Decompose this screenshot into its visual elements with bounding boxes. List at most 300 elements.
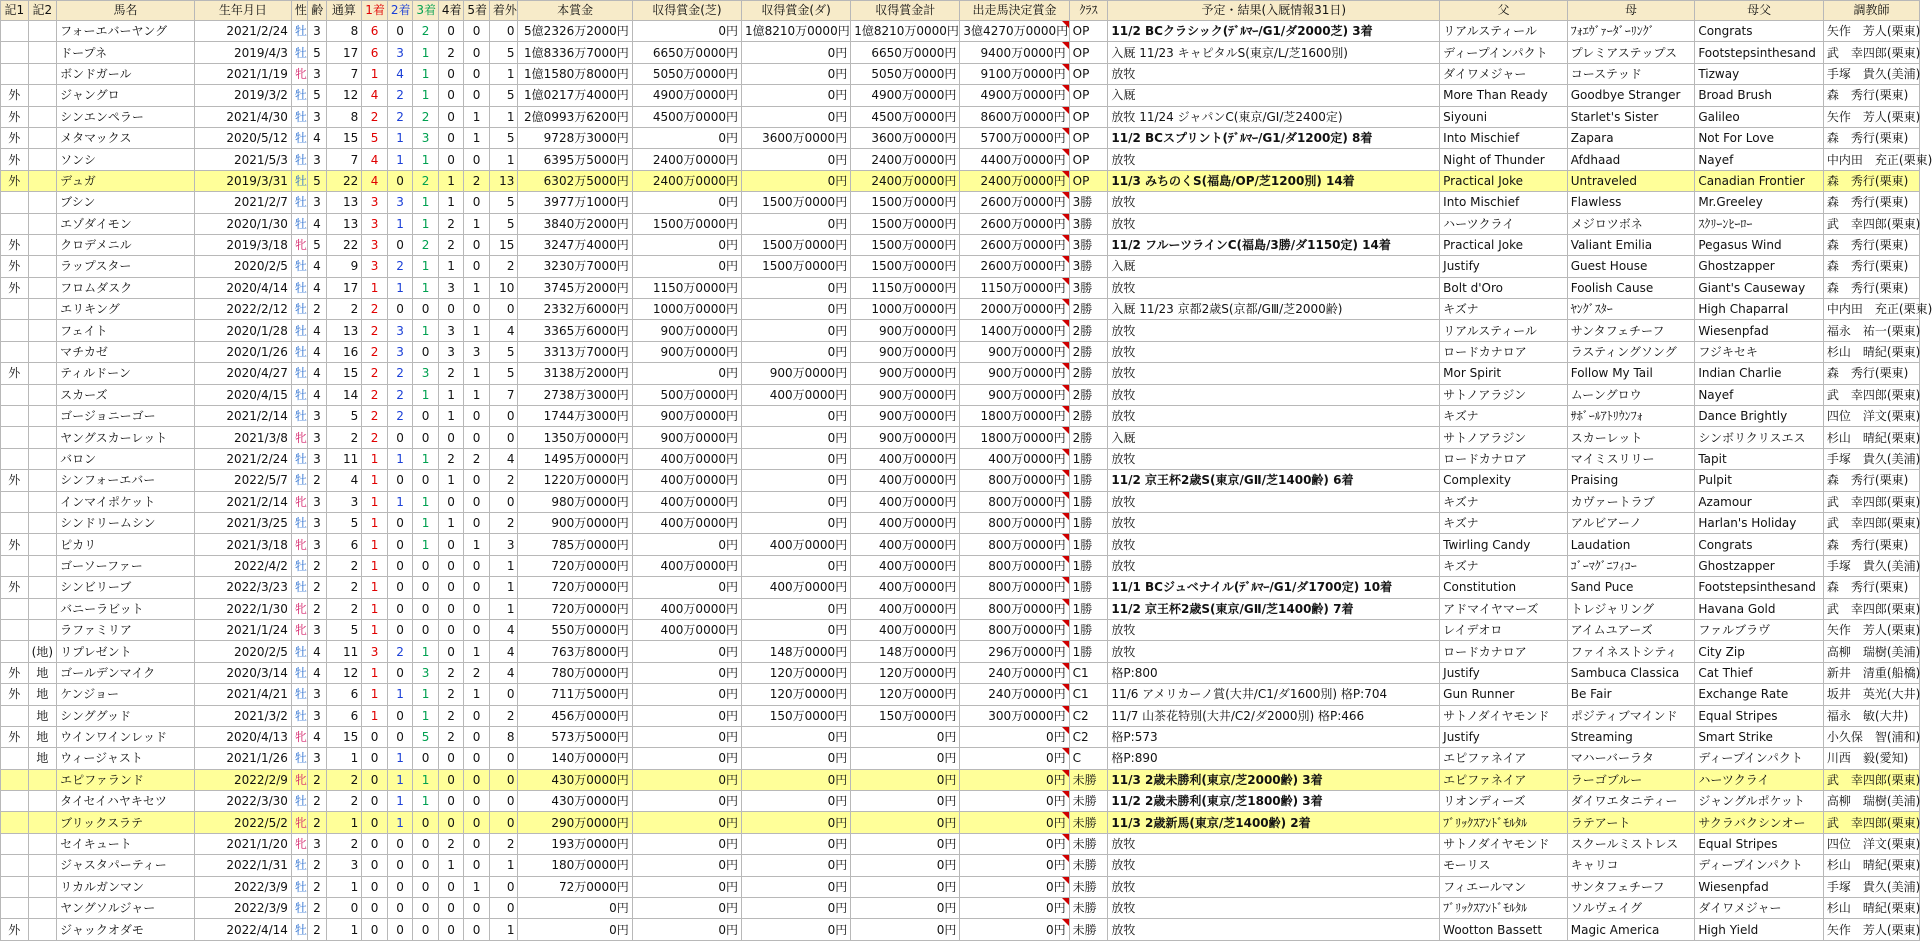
wins-5th-cell[interactable]: 1: [464, 277, 490, 298]
entry-money-cell[interactable]: 5700万0000円: [960, 127, 1069, 148]
mark2-cell[interactable]: [28, 555, 57, 576]
damsire-cell[interactable]: サクラバクシンオー: [1695, 812, 1824, 833]
turf-earnings-cell[interactable]: 400万0000円: [632, 512, 741, 533]
wins-5th-cell[interactable]: 0: [464, 470, 490, 491]
earnings-total-cell[interactable]: 400万0000円: [851, 470, 960, 491]
wins-5th-cell[interactable]: 0: [464, 555, 490, 576]
damsire-cell[interactable]: シンボリクリスエス: [1695, 427, 1824, 448]
wins-4th-cell[interactable]: 3: [438, 320, 464, 341]
wins-3rd-cell[interactable]: 0: [413, 427, 439, 448]
turf-earnings-cell[interactable]: 0円: [632, 812, 741, 833]
class-cell[interactable]: 3勝: [1069, 192, 1108, 213]
wins-1st-cell[interactable]: 0: [362, 812, 388, 833]
mark1-cell[interactable]: 外: [1, 534, 29, 555]
sire-cell[interactable]: Twirling Candy: [1440, 534, 1568, 555]
age-cell[interactable]: 2: [308, 470, 326, 491]
sex-cell[interactable]: 牡: [291, 192, 307, 213]
runs-cell[interactable]: 17: [326, 277, 362, 298]
class-cell[interactable]: 2勝: [1069, 299, 1108, 320]
wins-3rd-cell[interactable]: 1: [413, 213, 439, 234]
table-row[interactable]: [1, 63, 1920, 84]
out-of-place-cell[interactable]: 4: [489, 448, 518, 469]
damsire-cell[interactable]: Pegasus Wind: [1695, 234, 1824, 255]
trainer-cell[interactable]: 川西 毅(愛知): [1823, 748, 1919, 769]
birthdate-cell[interactable]: 2021/5/3: [194, 149, 291, 170]
wins-4th-cell[interactable]: 0: [438, 149, 464, 170]
wins-3rd-cell[interactable]: 0: [413, 341, 439, 362]
wins-1st-cell[interactable]: 2: [362, 320, 388, 341]
out-of-place-cell[interactable]: 2: [489, 256, 518, 277]
birthdate-cell[interactable]: 2021/2/24: [194, 448, 291, 469]
turf-earnings-cell[interactable]: 4900万0000円: [632, 85, 741, 106]
schedule-cell[interactable]: 11/2 BCクラシック(ﾃﾞﾙﾏｰ/G1/ダ2000芝) 3着: [1108, 21, 1440, 42]
wins-2nd-cell[interactable]: 1: [387, 448, 413, 469]
sire-cell[interactable]: Complexity: [1440, 470, 1568, 491]
wins-5th-cell[interactable]: 0: [464, 898, 490, 919]
mark2-cell[interactable]: [28, 42, 57, 63]
entry-money-cell[interactable]: 2600万0000円: [960, 234, 1069, 255]
wins-2nd-cell[interactable]: 0: [387, 299, 413, 320]
trainer-cell[interactable]: 森 秀行(栗東): [1823, 277, 1919, 298]
mark2-cell[interactable]: [28, 234, 57, 255]
dam-cell[interactable]: Afdhaad: [1567, 149, 1695, 170]
out-of-place-cell[interactable]: 5: [489, 85, 518, 106]
sire-cell[interactable]: キズナ: [1440, 406, 1568, 427]
sex-cell[interactable]: 牡: [291, 384, 307, 405]
wins-1st-cell[interactable]: 1: [362, 555, 388, 576]
birthdate-cell[interactable]: 2021/1/20: [194, 833, 291, 854]
prize-money-cell[interactable]: 430万0000円: [518, 769, 632, 790]
sire-cell[interactable]: キズナ: [1440, 512, 1568, 533]
out-of-place-cell[interactable]: 2: [489, 833, 518, 854]
wins-3rd-cell[interactable]: 1: [413, 491, 439, 512]
wins-4th-cell[interactable]: 0: [438, 577, 464, 598]
turf-earnings-cell[interactable]: 0円: [632, 919, 741, 940]
earnings-total-cell[interactable]: 400万0000円: [851, 534, 960, 555]
schedule-cell[interactable]: 放牧: [1108, 149, 1440, 170]
table-row[interactable]: [1, 684, 1920, 705]
out-of-place-cell[interactable]: 1: [489, 919, 518, 940]
entry-money-cell[interactable]: 1800万0000円: [960, 427, 1069, 448]
schedule-cell[interactable]: 11/2 フルーツラインC(福島/3勝/ダ1150定) 14着: [1108, 234, 1440, 255]
wins-3rd-cell[interactable]: 1: [413, 63, 439, 84]
turf-earnings-cell[interactable]: 400万0000円: [632, 448, 741, 469]
sex-cell[interactable]: 牝: [291, 812, 307, 833]
wins-2nd-cell[interactable]: 2: [387, 85, 413, 106]
entry-money-cell[interactable]: 0円: [960, 919, 1069, 940]
wins-3rd-cell[interactable]: 0: [413, 598, 439, 619]
wins-2nd-cell[interactable]: 3: [387, 42, 413, 63]
out-of-place-cell[interactable]: 0: [489, 812, 518, 833]
earnings-total-cell[interactable]: 1億8210万0000円: [851, 21, 960, 42]
turf-earnings-cell[interactable]: 900万0000円: [632, 406, 741, 427]
prize-money-cell[interactable]: 3138万2000円: [518, 363, 632, 384]
horse-name-cell[interactable]: リプレゼント: [57, 641, 195, 662]
wins-4th-cell[interactable]: 0: [438, 876, 464, 897]
entry-money-cell[interactable]: 300万0000円: [960, 705, 1069, 726]
earnings-total-cell[interactable]: 400万0000円: [851, 512, 960, 533]
entry-money-cell[interactable]: 9100万0000円: [960, 63, 1069, 84]
sire-cell[interactable]: Mor Spirit: [1440, 363, 1568, 384]
damsire-cell[interactable]: Not For Love: [1695, 127, 1824, 148]
sire-cell[interactable]: エピファネイア: [1440, 769, 1568, 790]
wins-3rd-cell[interactable]: 1: [413, 769, 439, 790]
earnings-total-cell[interactable]: 400万0000円: [851, 619, 960, 640]
mark1-cell[interactable]: 外: [1, 234, 29, 255]
schedule-cell[interactable]: 格P:890: [1108, 748, 1440, 769]
earnings-total-cell[interactable]: 0円: [851, 833, 960, 854]
entry-money-cell[interactable]: 900万0000円: [960, 363, 1069, 384]
damsire-cell[interactable]: Giant's Causeway: [1695, 277, 1824, 298]
schedule-cell[interactable]: 放牧: [1108, 213, 1440, 234]
wins-2nd-cell[interactable]: 4: [387, 63, 413, 84]
damsire-cell[interactable]: ジャングルポケット: [1695, 791, 1824, 812]
wins-1st-cell[interactable]: 2: [362, 299, 388, 320]
earnings-total-cell[interactable]: 0円: [851, 726, 960, 747]
column-header[interactable]: 母: [1567, 1, 1695, 21]
birthdate-cell[interactable]: 2021/3/18: [194, 534, 291, 555]
sire-cell[interactable]: アドマイヤマーズ: [1440, 598, 1568, 619]
turf-earnings-cell[interactable]: 0円: [632, 577, 741, 598]
mark1-cell[interactable]: [1, 427, 29, 448]
mark1-cell[interactable]: [1, 769, 29, 790]
wins-2nd-cell[interactable]: 1: [387, 127, 413, 148]
horse-name-cell[interactable]: ヤングソルジャー: [57, 898, 195, 919]
table-row[interactable]: [1, 213, 1920, 234]
dam-cell[interactable]: Be Fair: [1567, 684, 1695, 705]
dirt-earnings-cell[interactable]: 0円: [741, 85, 850, 106]
table-row[interactable]: [1, 641, 1920, 662]
schedule-cell[interactable]: 入厩 11/23 京都2歳S(京都/GⅢ/芝2000齢): [1108, 299, 1440, 320]
table-row[interactable]: [1, 598, 1920, 619]
horse-name-cell[interactable]: メタマックス: [57, 127, 195, 148]
wins-3rd-cell[interactable]: 0: [413, 876, 439, 897]
damsire-cell[interactable]: Exchange Rate: [1695, 684, 1824, 705]
wins-2nd-cell[interactable]: 3: [387, 320, 413, 341]
damsire-cell[interactable]: ダイワメジャー: [1695, 898, 1824, 919]
damsire-cell[interactable]: Congrats: [1695, 534, 1824, 555]
table-row[interactable]: [1, 791, 1920, 812]
mark2-cell[interactable]: 地: [28, 726, 57, 747]
wins-2nd-cell[interactable]: 2: [387, 406, 413, 427]
dam-cell[interactable]: Untraveled: [1567, 170, 1695, 191]
birthdate-cell[interactable]: 2022/3/9: [194, 898, 291, 919]
dam-cell[interactable]: ポジティブマインド: [1567, 705, 1695, 726]
prize-money-cell[interactable]: 1220万0000円: [518, 470, 632, 491]
entry-money-cell[interactable]: 800万0000円: [960, 470, 1069, 491]
schedule-cell[interactable]: 11/2 2歳未勝利(東京/芝1800齢) 3着: [1108, 791, 1440, 812]
horse-name-cell[interactable]: ウィージャスト: [57, 748, 195, 769]
birthdate-cell[interactable]: 2019/3/2: [194, 85, 291, 106]
birthdate-cell[interactable]: 2022/3/9: [194, 876, 291, 897]
prize-money-cell[interactable]: 180万0000円: [518, 855, 632, 876]
runs-cell[interactable]: 15: [326, 726, 362, 747]
turf-earnings-cell[interactable]: 900万0000円: [632, 320, 741, 341]
birthdate-cell[interactable]: 2020/1/26: [194, 341, 291, 362]
horse-name-cell[interactable]: ケンジョー: [57, 684, 195, 705]
wins-1st-cell[interactable]: 1: [362, 662, 388, 683]
wins-1st-cell[interactable]: 1: [362, 512, 388, 533]
wins-1st-cell[interactable]: 1: [362, 470, 388, 491]
dam-cell[interactable]: Magic America: [1567, 919, 1695, 940]
wins-3rd-cell[interactable]: 0: [413, 812, 439, 833]
wins-3rd-cell[interactable]: 0: [413, 406, 439, 427]
turf-earnings-cell[interactable]: 6650万0000円: [632, 42, 741, 63]
mark2-cell[interactable]: [28, 277, 57, 298]
horse-name-cell[interactable]: ドープネ: [57, 42, 195, 63]
age-cell[interactable]: 5: [308, 42, 326, 63]
earnings-total-cell[interactable]: 148万0000円: [851, 641, 960, 662]
prize-money-cell[interactable]: 456万0000円: [518, 705, 632, 726]
class-cell[interactable]: 未勝: [1069, 812, 1108, 833]
table-row[interactable]: [1, 577, 1920, 598]
horse-name-cell[interactable]: ラップスター: [57, 256, 195, 277]
birthdate-cell[interactable]: 2020/4/15: [194, 384, 291, 405]
horse-name-cell[interactable]: シンフォーエバー: [57, 470, 195, 491]
sex-cell[interactable]: 牡: [291, 363, 307, 384]
dirt-earnings-cell[interactable]: 0円: [741, 448, 850, 469]
sex-cell[interactable]: 牡: [291, 791, 307, 812]
entry-money-cell[interactable]: 800万0000円: [960, 491, 1069, 512]
runs-cell[interactable]: 3: [326, 491, 362, 512]
runs-cell[interactable]: 9: [326, 256, 362, 277]
sex-cell[interactable]: 牡: [291, 170, 307, 191]
column-header[interactable]: 2着: [387, 1, 413, 21]
turf-earnings-cell[interactable]: 2400万0000円: [632, 149, 741, 170]
horse-name-cell[interactable]: ヤングスカーレット: [57, 427, 195, 448]
dirt-earnings-cell[interactable]: 1500万0000円: [741, 234, 850, 255]
table-row[interactable]: [1, 406, 1920, 427]
wins-4th-cell[interactable]: 0: [438, 63, 464, 84]
runs-cell[interactable]: 11: [326, 448, 362, 469]
mark1-cell[interactable]: [1, 748, 29, 769]
wins-5th-cell[interactable]: 1: [464, 127, 490, 148]
wins-4th-cell[interactable]: 1: [438, 512, 464, 533]
entry-money-cell[interactable]: 800万0000円: [960, 512, 1069, 533]
wins-4th-cell[interactable]: 1: [438, 406, 464, 427]
age-cell[interactable]: 2: [308, 577, 326, 598]
damsire-cell[interactable]: Canadian Frontier: [1695, 170, 1824, 191]
runs-cell[interactable]: 7: [326, 63, 362, 84]
dam-cell[interactable]: Guest House: [1567, 256, 1695, 277]
mark2-cell[interactable]: [28, 876, 57, 897]
sire-cell[interactable]: More Than Ready: [1440, 85, 1568, 106]
mark2-cell[interactable]: [28, 791, 57, 812]
dam-cell[interactable]: コーステッド: [1567, 63, 1695, 84]
table-row[interactable]: [1, 170, 1920, 191]
turf-earnings-cell[interactable]: 0円: [632, 363, 741, 384]
trainer-cell[interactable]: 小久保 智(浦和): [1823, 726, 1919, 747]
trainer-cell[interactable]: 森 秀行(栗東): [1823, 534, 1919, 555]
column-header[interactable]: 父: [1440, 1, 1568, 21]
sire-cell[interactable]: Bolt d'Oro: [1440, 277, 1568, 298]
class-cell[interactable]: 2勝: [1069, 320, 1108, 341]
damsire-cell[interactable]: ディープインパクト: [1695, 855, 1824, 876]
earnings-total-cell[interactable]: 120万0000円: [851, 684, 960, 705]
out-of-place-cell[interactable]: 4: [489, 619, 518, 640]
column-header[interactable]: 収得賞金計: [851, 1, 960, 21]
class-cell[interactable]: 2勝: [1069, 341, 1108, 362]
earnings-total-cell[interactable]: 900万0000円: [851, 384, 960, 405]
schedule-cell[interactable]: 放牧: [1108, 341, 1440, 362]
age-cell[interactable]: 4: [308, 641, 326, 662]
mark1-cell[interactable]: 外: [1, 726, 29, 747]
wins-1st-cell[interactable]: 0: [362, 919, 388, 940]
mark1-cell[interactable]: [1, 299, 29, 320]
wins-1st-cell[interactable]: 1: [362, 684, 388, 705]
sire-cell[interactable]: レイデオロ: [1440, 619, 1568, 640]
schedule-cell[interactable]: 入厩: [1108, 256, 1440, 277]
trainer-cell[interactable]: 手塚 貴久(美浦): [1823, 555, 1919, 576]
horse-name-cell[interactable]: セイキュート: [57, 833, 195, 854]
schedule-cell[interactable]: 11/7 山茶花特別(大井/C2/ダ2000別) 格P:466: [1108, 705, 1440, 726]
column-header[interactable]: 記1: [1, 1, 29, 21]
earnings-total-cell[interactable]: 5050万0000円: [851, 63, 960, 84]
dam-cell[interactable]: Sand Puce: [1567, 577, 1695, 598]
turf-earnings-cell[interactable]: 0円: [632, 769, 741, 790]
trainer-cell[interactable]: 福永 祐一(栗東): [1823, 320, 1919, 341]
runs-cell[interactable]: 2: [326, 598, 362, 619]
runs-cell[interactable]: 1: [326, 919, 362, 940]
out-of-place-cell[interactable]: 0: [489, 427, 518, 448]
table-row[interactable]: [1, 299, 1920, 320]
mark1-cell[interactable]: [1, 320, 29, 341]
age-cell[interactable]: 4: [308, 256, 326, 277]
runs-cell[interactable]: 1: [326, 748, 362, 769]
wins-4th-cell[interactable]: 2: [438, 684, 464, 705]
dirt-earnings-cell[interactable]: 0円: [741, 512, 850, 533]
mark1-cell[interactable]: 外: [1, 662, 29, 683]
prize-money-cell[interactable]: 290万0000円: [518, 812, 632, 833]
trainer-cell[interactable]: 手塚 貴久(美浦): [1823, 63, 1919, 84]
mark1-cell[interactable]: 外: [1, 684, 29, 705]
sex-cell[interactable]: 牝: [291, 427, 307, 448]
class-cell[interactable]: C1: [1069, 662, 1108, 683]
column-header[interactable]: ｸﾗｽ: [1069, 1, 1108, 21]
earnings-total-cell[interactable]: 2400万0000円: [851, 170, 960, 191]
class-cell[interactable]: 2勝: [1069, 363, 1108, 384]
turf-earnings-cell[interactable]: 400万0000円: [632, 619, 741, 640]
schedule-cell[interactable]: 放牧: [1108, 63, 1440, 84]
wins-2nd-cell[interactable]: 1: [387, 149, 413, 170]
dam-cell[interactable]: Goodbye Stranger: [1567, 85, 1695, 106]
wins-1st-cell[interactable]: 2: [362, 384, 388, 405]
dirt-earnings-cell[interactable]: 1500万0000円: [741, 192, 850, 213]
wins-2nd-cell[interactable]: 0: [387, 427, 413, 448]
schedule-cell[interactable]: 放牧: [1108, 833, 1440, 854]
earnings-total-cell[interactable]: 0円: [851, 812, 960, 833]
entry-money-cell[interactable]: 800万0000円: [960, 555, 1069, 576]
table-row[interactable]: [1, 898, 1920, 919]
table-row[interactable]: [1, 662, 1920, 683]
damsire-cell[interactable]: Ghostzapper: [1695, 256, 1824, 277]
dirt-earnings-cell[interactable]: 0円: [741, 812, 850, 833]
birthdate-cell[interactable]: 2022/4/14: [194, 919, 291, 940]
wins-2nd-cell[interactable]: 0: [387, 855, 413, 876]
age-cell[interactable]: 3: [308, 427, 326, 448]
birthdate-cell[interactable]: 2021/4/21: [194, 684, 291, 705]
damsire-cell[interactable]: Harlan's Holiday: [1695, 512, 1824, 533]
damsire-cell[interactable]: Congrats: [1695, 21, 1824, 42]
earnings-total-cell[interactable]: 6650万0000円: [851, 42, 960, 63]
wins-1st-cell[interactable]: 0: [362, 855, 388, 876]
wins-5th-cell[interactable]: 0: [464, 21, 490, 42]
class-cell[interactable]: OP: [1069, 63, 1108, 84]
wins-3rd-cell[interactable]: 1: [413, 512, 439, 533]
table-row[interactable]: [1, 448, 1920, 469]
prize-money-cell[interactable]: 2332万6000円: [518, 299, 632, 320]
mark2-cell[interactable]: [28, 833, 57, 854]
column-header[interactable]: 生年月日: [194, 1, 291, 21]
out-of-place-cell[interactable]: 0: [489, 769, 518, 790]
table-row[interactable]: [1, 833, 1920, 854]
horse-name-cell[interactable]: シンビリーブ: [57, 577, 195, 598]
turf-earnings-cell[interactable]: 0円: [632, 833, 741, 854]
birthdate-cell[interactable]: 2022/2/9: [194, 769, 291, 790]
sire-cell[interactable]: モーリス: [1440, 855, 1568, 876]
wins-3rd-cell[interactable]: 1: [413, 641, 439, 662]
mark1-cell[interactable]: [1, 855, 29, 876]
sire-cell[interactable]: リアルスティール: [1440, 320, 1568, 341]
class-cell[interactable]: 2勝: [1069, 427, 1108, 448]
sex-cell[interactable]: 牡: [291, 577, 307, 598]
prize-money-cell[interactable]: 3977万1000円: [518, 192, 632, 213]
turf-earnings-cell[interactable]: 2400万0000円: [632, 170, 741, 191]
prize-money-cell[interactable]: 72万0000円: [518, 876, 632, 897]
mark2-cell[interactable]: [28, 598, 57, 619]
class-cell[interactable]: 1勝: [1069, 619, 1108, 640]
dirt-earnings-cell[interactable]: 0円: [741, 170, 850, 191]
birthdate-cell[interactable]: 2022/4/2: [194, 555, 291, 576]
prize-money-cell[interactable]: 0円: [518, 898, 632, 919]
prize-money-cell[interactable]: 3230万7000円: [518, 256, 632, 277]
birthdate-cell[interactable]: 2021/1/19: [194, 63, 291, 84]
wins-4th-cell[interactable]: 0: [438, 491, 464, 512]
entry-money-cell[interactable]: 0円: [960, 748, 1069, 769]
earnings-total-cell[interactable]: 400万0000円: [851, 491, 960, 512]
entry-money-cell[interactable]: 1800万0000円: [960, 406, 1069, 427]
trainer-cell[interactable]: 手塚 貴久(美浦): [1823, 876, 1919, 897]
schedule-cell[interactable]: 放牧: [1108, 855, 1440, 876]
out-of-place-cell[interactable]: 10: [489, 277, 518, 298]
mark2-cell[interactable]: [28, 855, 57, 876]
damsire-cell[interactable]: Azamour: [1695, 491, 1824, 512]
wins-1st-cell[interactable]: 0: [362, 833, 388, 854]
mark1-cell[interactable]: [1, 512, 29, 533]
wins-1st-cell[interactable]: 4: [362, 149, 388, 170]
mark1-cell[interactable]: 外: [1, 149, 29, 170]
earnings-total-cell[interactable]: 1500万0000円: [851, 256, 960, 277]
out-of-place-cell[interactable]: 1: [489, 149, 518, 170]
wins-2nd-cell[interactable]: 2: [387, 256, 413, 277]
out-of-place-cell[interactable]: 4: [489, 641, 518, 662]
dirt-earnings-cell[interactable]: 1500万0000円: [741, 256, 850, 277]
dirt-earnings-cell[interactable]: 0円: [741, 791, 850, 812]
prize-money-cell[interactable]: 9728万3000円: [518, 127, 632, 148]
wins-3rd-cell[interactable]: 3: [413, 127, 439, 148]
column-header[interactable]: 記2: [28, 1, 57, 21]
runs-cell[interactable]: 4: [326, 470, 362, 491]
wins-4th-cell[interactable]: 0: [438, 748, 464, 769]
horse-name-cell[interactable]: スカーズ: [57, 384, 195, 405]
class-cell[interactable]: 1勝: [1069, 448, 1108, 469]
wins-5th-cell[interactable]: 0: [464, 299, 490, 320]
out-of-place-cell[interactable]: 0: [489, 299, 518, 320]
wins-2nd-cell[interactable]: 0: [387, 662, 413, 683]
turf-earnings-cell[interactable]: 0円: [632, 234, 741, 255]
schedule-cell[interactable]: 放牧: [1108, 898, 1440, 919]
wins-5th-cell[interactable]: 0: [464, 42, 490, 63]
